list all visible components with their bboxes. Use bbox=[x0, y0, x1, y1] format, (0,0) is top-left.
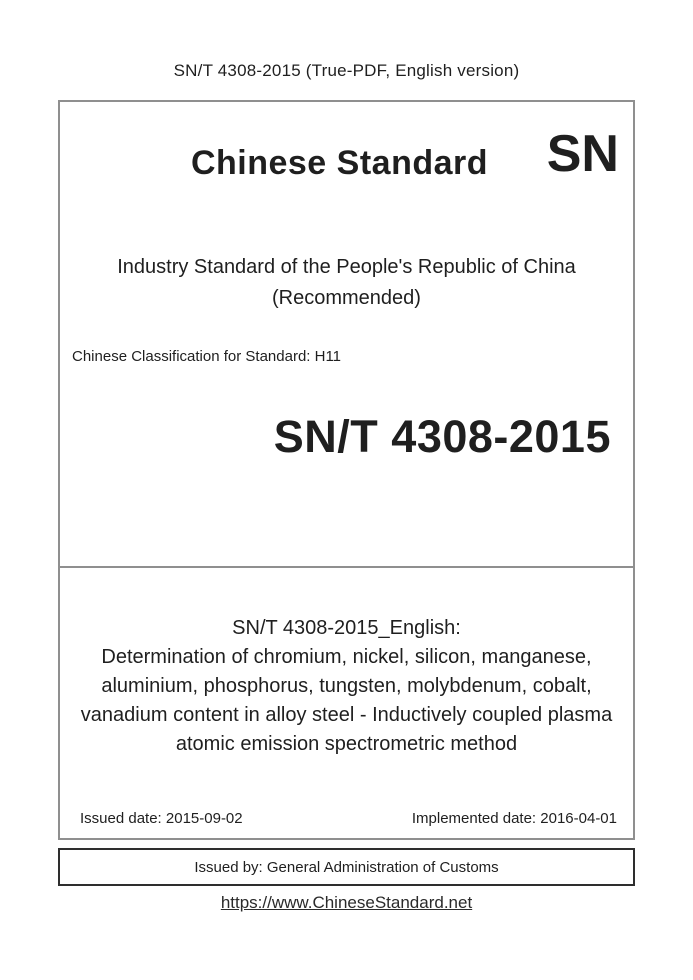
dates-row bbox=[80, 810, 617, 827]
classification-code: Chinese Classification for Standard: H11 bbox=[72, 348, 342, 365]
issuer-box bbox=[58, 848, 635, 886]
website-link[interactable]: https://www.ChineseStandard.net bbox=[220, 893, 473, 912]
document-header-title: SN/T 4308-2015 (True-PDF, English version) bbox=[173, 61, 520, 80]
english-title-line: Determination of chromium, nickel, silicon, manganese, bbox=[101, 646, 592, 668]
english-title-block bbox=[60, 614, 633, 759]
cover-main-box bbox=[58, 100, 635, 840]
brand-title: Chinese Standard bbox=[190, 144, 489, 182]
english-title-line: aluminium, phosphorus, tungsten, molybdenum, cobalt, bbox=[101, 675, 592, 697]
sn-logo: SN bbox=[546, 125, 619, 183]
section-divider bbox=[58, 566, 635, 568]
issued-date: Issued date: 2015-09-02 bbox=[80, 810, 243, 827]
standard-number: SN/T 4308-2015 bbox=[273, 411, 611, 462]
standard-subtitle bbox=[60, 252, 633, 314]
implemented-date: Implemented date: 2016-04-01 bbox=[411, 810, 617, 827]
english-title-heading: SN/T 4308-2015_English: bbox=[232, 617, 461, 639]
issuer-text: Issued by: General Administration of Customs bbox=[194, 858, 499, 876]
subtitle-line-1: Industry Standard of the People's Republic of China bbox=[117, 256, 576, 278]
english-title-line: atomic emission spectrometric method bbox=[175, 733, 518, 755]
english-title-line: vanadium content in alloy steel - Inductively coupled plasma bbox=[80, 704, 613, 726]
subtitle-line-2: (Recommended) bbox=[272, 287, 421, 309]
footer bbox=[0, 893, 693, 913]
